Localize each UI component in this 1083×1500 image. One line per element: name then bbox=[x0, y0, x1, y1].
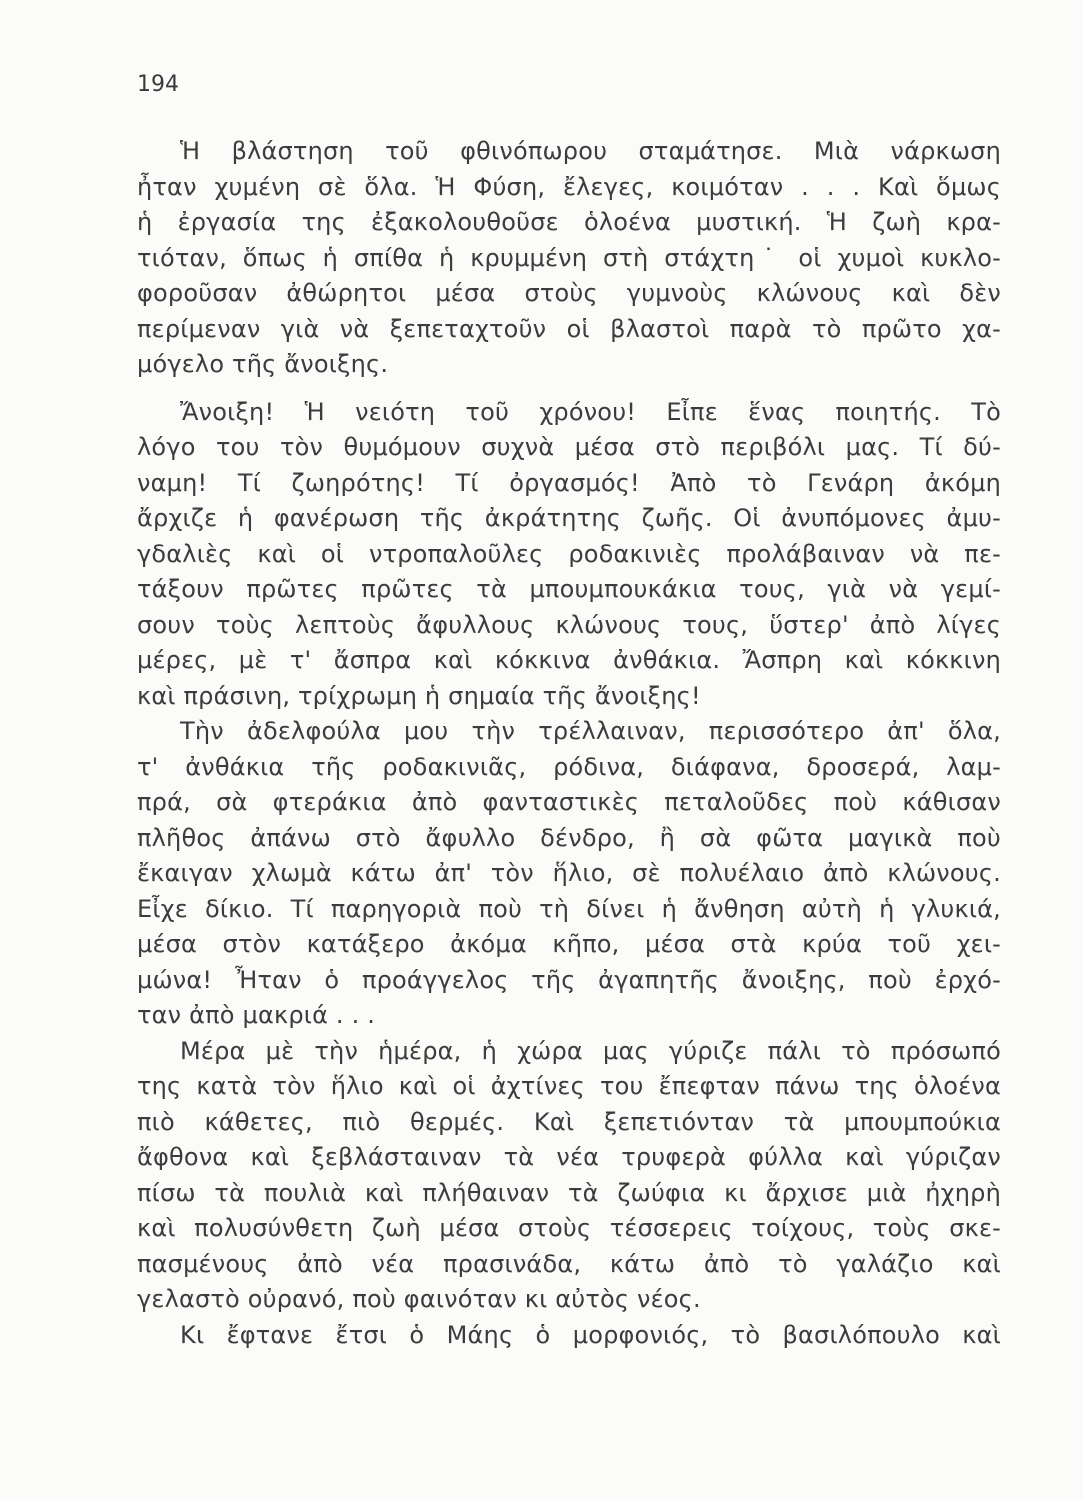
paragraph bbox=[137, 395, 1001, 715]
text-line: Μέρα μὲ τὴν ἡμέρα, ἡ χώρα μας γύριζε πάλι τὸ πρόσωπό bbox=[180, 1036, 1001, 1065]
text-line: πασμένους ἀπὸ νέα πρασινάδα, κάτω ἀπὸ τὸ γαλάζιο καὶ bbox=[137, 1249, 1001, 1278]
text-line: μέσα στὸν κατάξερο ἀκόμα κῆπο, μέσα στὰ κρύα τοῦ χει- bbox=[137, 930, 1001, 958]
text-line: ἄρχιζε ἡ φανέρωση τῆς ἀκράτητης ζωῆς. Οἱ ἀνυπόμονες ἀμυ- bbox=[137, 504, 1001, 532]
text-line: Τὴν ἀδελφούλα μου τὴν τρέλλαιναν, περισσότερο ἀπ' ὅλα, bbox=[180, 717, 1001, 745]
text-line: ἔκαιγαν χλωμὰ κάτω ἀπ' τὸν ἥλιο, σὲ πολυέλαιο ἀπὸ κλώνους. bbox=[137, 859, 1001, 887]
text-line: σουν τοὺς λεπτοὺς ἄφυλλους κλώνους τους, ὕστερ' ἀπὸ λίγες bbox=[137, 610, 1001, 639]
text-line: Εἶχε δίκιο. Τί παρηγοριὰ ποὺ τὴ δίνει ἡ ἄνθηση αὐτὴ ἡ γλυκιά, bbox=[137, 894, 1001, 923]
text-line: της κατὰ τὸν ἥλιο καὶ οἱ ἀχτίνες του ἔπεφταν πάνω της ὁλοένα bbox=[137, 1072, 1001, 1100]
text-line: ναμη! Τί ζωηρότης! Τί ὀργασμός! Ἀπὸ τὸ Γενάρη ἀκόμη bbox=[137, 468, 1001, 497]
paragraph bbox=[137, 1034, 1001, 1318]
paragraph bbox=[137, 714, 1001, 1034]
text-line: πίσω τὰ πουλιὰ καὶ πλήθαιναν τὰ ζωύφια κι ἄρχισε μιὰ ἠχηρὴ bbox=[137, 1178, 1001, 1207]
text-line: μώνα! Ἦταν ὁ προάγγελος τῆς ἀγαπητῆς ἄνοιξης, ποὺ ἐρχό- bbox=[137, 965, 1001, 994]
text-line: ἄφθονα καὶ ξεβλάσταιναν τὰ νέα τρυφερὰ φύλλα καὶ γύριζαν bbox=[137, 1143, 1001, 1171]
text-line: τιόταν, ὅπως ἡ σπίθα ἡ κρυμμένη στὴ στάχτη˙ οἱ χυμοὶ κυκλο- bbox=[137, 243, 1001, 272]
page-number: 194 bbox=[137, 72, 179, 97]
paragraph bbox=[137, 134, 1001, 383]
text-line: καὶ πράσινη, τρίχρωμη ἡ σημαία τῆς ἄνοιξης! bbox=[137, 681, 701, 710]
text-line: περίμεναν γιὰ νὰ ξεπεταχτοῦν οἱ βλαστοὶ παρὰ τὸ πρῶτο χα- bbox=[137, 314, 1001, 343]
paragraph bbox=[137, 1318, 1001, 1354]
text-line: τ' ἀνθάκια τῆς ροδακινιᾶς, ρόδινα, διάφανα, δροσερά, λαμ- bbox=[137, 752, 1001, 781]
text-line: πιὸ κάθετες, πιὸ θερμές. Καὶ ξεπετιόνταν τὰ μπουμπούκια bbox=[137, 1107, 1001, 1136]
text-line: φοροῦσαν ἀθώρητοι μέσα στοὺς γυμνοὺς κλώνους καὶ δὲν bbox=[137, 279, 1001, 307]
text-line: ταν ἀπὸ μακριά . . . bbox=[137, 1001, 376, 1029]
text-line: γδαλιὲς καὶ οἱ ντροπαλοῦλες ροδακινιὲς προλάβαιναν νὰ πε- bbox=[137, 539, 1001, 568]
text-line: πρά, σὰ φτεράκια ἀπὸ φανταστικὲς πεταλοῦδες ποὺ κάθισαν bbox=[137, 788, 1001, 816]
text-line: ἦταν χυμένη σὲ ὅλα. Ἡ Φύση, ἔλεγες, κοιμόταν . . . Καὶ ὅμως bbox=[137, 172, 1001, 201]
text-line: Ἄνοιξη! Ἡ νειότη τοῦ χρόνου! Εἶπε ἕνας ποιητής. Τὸ bbox=[180, 397, 1001, 426]
body-text bbox=[137, 134, 1001, 1353]
text-line: τάξουν πρῶτες πρῶτες τὰ μπουμπουκάκια τους, γιὰ νὰ γεμί- bbox=[137, 575, 1001, 603]
text-line: μέρες, μὲ τ' ἄσπρα καὶ κόκκινα ἀνθάκια. Ἄσπρη καὶ κόκκινη bbox=[137, 646, 1001, 674]
text-line: καὶ πολυσύνθετη ζωὴ μέσα στοὺς τέσσερεις τοίχους, τοὺς σκε- bbox=[137, 1214, 1001, 1242]
text-line: λόγο του τὸν θυμόμουν συχνὰ μέσα στὸ περιβόλι μας. Τί δύ- bbox=[137, 433, 1001, 461]
text-line: Κι ἔφτανε ἔτσι ὁ Μάης ὁ μορφονιός, τὸ βασιλόπουλο καὶ bbox=[180, 1320, 1001, 1349]
text-line: πλῆθος ἀπάνω στὸ ἄφυλλο δένδρο, ἢ σὰ φῶτα μαγικὰ ποὺ bbox=[137, 823, 1001, 852]
text-line: Ἡ βλάστηση τοῦ φθινόπωρου σταμάτησε. Μιὰ νάρκωση bbox=[180, 137, 1001, 165]
text-line: μόγελο τῆς ἄνοιξης. bbox=[137, 350, 389, 378]
text-line: ἡ ἐργασία της ἐξακολουθοῦσε ὁλοένα μυστική. Ἡ ζωὴ κρα- bbox=[137, 208, 1001, 236]
text-line: γελαστὸ οὐρανό, ποὺ φαινόταν κι αὐτὸς νέος. bbox=[137, 1285, 701, 1313]
